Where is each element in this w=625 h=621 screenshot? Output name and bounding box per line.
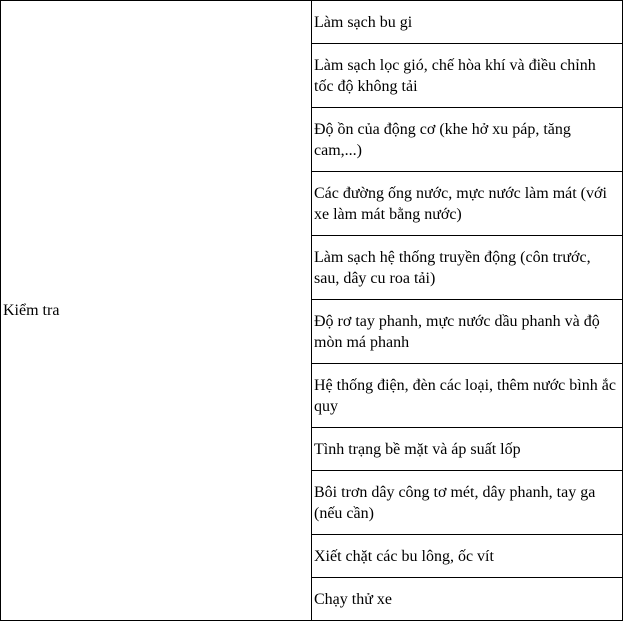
checklist-item: Bôi trơn dây công tơ mét, dây phanh, tay ga (nếu cần) xyxy=(312,471,623,535)
checklist-item: Xiết chặt các bu lông, ốc vít xyxy=(312,535,623,578)
checklist-item: Chạy thử xe xyxy=(312,578,623,621)
checklist-item: Làm sạch lọc gió, chế hòa khí và điều chỉnh tốc độ không tải xyxy=(312,44,623,108)
category-cell: Kiểm tra xyxy=(1,1,312,621)
checklist-item: Độ rơ tay phanh, mực nước dầu phanh và độ mòn má phanh xyxy=(312,300,623,364)
table-row xyxy=(1,1,623,44)
checklist-item: Làm sạch hệ thống truyền động (côn trước, sau, dây cu roa tải) xyxy=(312,236,623,300)
checklist-item: Độ ồn của động cơ (khe hở xu páp, tăng cam,...) xyxy=(312,108,623,172)
checklist-item: Làm sạch bu gi xyxy=(312,1,623,44)
checklist-item: Các đường ống nước, mực nước làm mát (với xe làm mát bằng nước) xyxy=(312,172,623,236)
checklist-item: Hệ thống điện, đèn các loại, thêm nước bình ắc quy xyxy=(312,364,623,428)
checklist-item: Tình trạng bề mặt và áp suất lốp xyxy=(312,428,623,471)
